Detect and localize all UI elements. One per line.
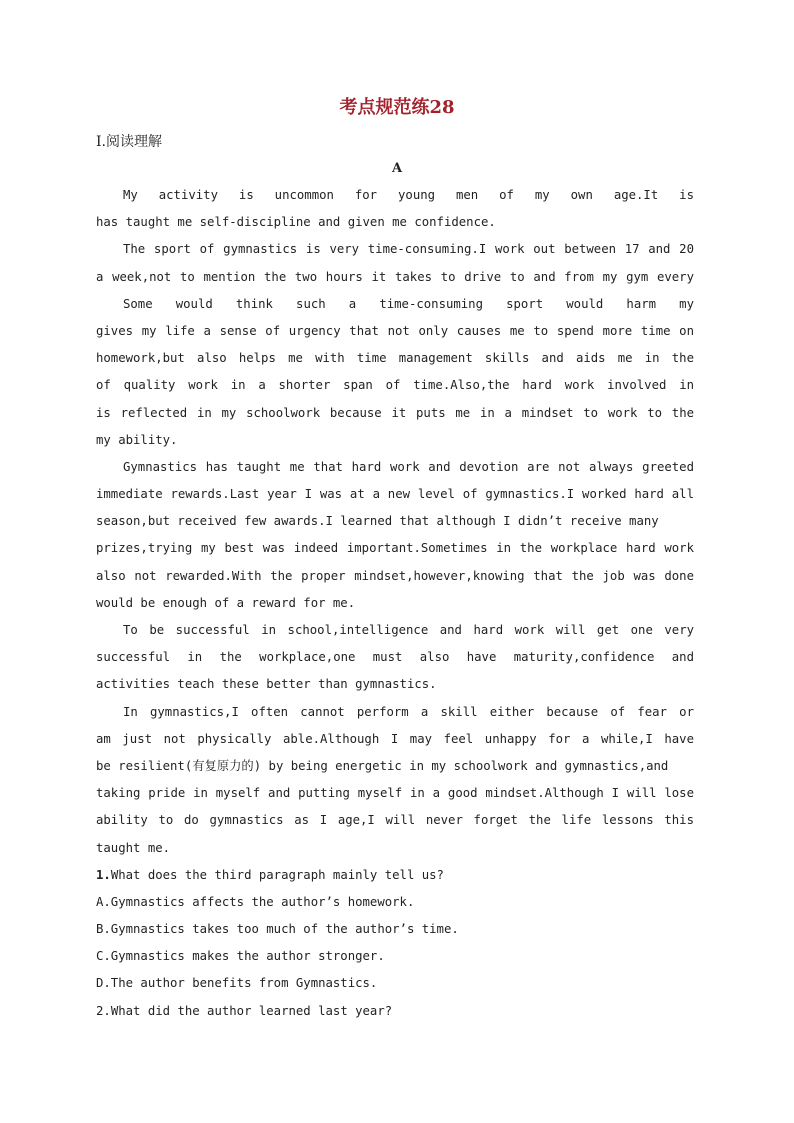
passage-line: activities teach these better than gymnastics. <box>96 677 437 692</box>
passage-line: is reflected in my schoolwork because it puts me in a mindset to work to the <box>96 405 694 420</box>
answer-option <box>96 943 694 970</box>
passage-line: am just not physically able.Although I may feel unhappy for a while,I have <box>96 731 694 746</box>
passage-line: of quality work in a shorter span of time.Also,the hard work involved in <box>96 378 694 393</box>
answer-option <box>96 970 694 997</box>
passage-line: successful in the workplace,one must also have maturity,confidence and <box>96 650 694 665</box>
passage-line: my ability. <box>96 432 178 447</box>
passage-line: a week,not to mention the two hours it takes to drive to and from my gym every <box>96 269 694 284</box>
question-number: 2. <box>96 1003 111 1018</box>
answer-option <box>96 889 694 916</box>
passage-line: To be successful in school,intelligence and hard work will get one very <box>123 623 694 637</box>
passage-line: immediate rewards.Last year I was at a new level of gymnastics.I worked hard all <box>96 487 694 502</box>
passage-line: be resilient(有复原力的) by being energetic in my schoolwork and gymnastics,and <box>96 758 669 773</box>
passage-line: gives my life a sense of urgency that not only causes me to spend more time on <box>96 323 694 338</box>
passage-line: taught me. <box>96 840 171 855</box>
question-number: 1. <box>96 867 111 882</box>
passage-label: A <box>391 161 403 176</box>
answer-option <box>96 916 694 943</box>
passage-line: taking pride in myself and putting myself in a good mindset.Although I will lose <box>96 786 694 801</box>
question-text: B.Gymnastics takes too much of the author’s time. <box>96 922 459 937</box>
question-text: What did the author learned last year? <box>110 1003 393 1018</box>
passage-line: Some would think such a time-consuming sport would harm my <box>123 296 694 311</box>
page-title: 考点规范练28 <box>339 97 455 118</box>
question-text: A.Gymnastics affects the author’s homework. <box>96 894 415 909</box>
question-text: D.The author benefits from Gymnastics. <box>96 976 378 991</box>
question-stem <box>96 998 694 1025</box>
passage-line: The sport of gymnastics is very time-consuming.I work out between 17 and 20 <box>123 242 694 257</box>
passage-line: also not rewarded.With the proper mindset,however,knowing that the job was done <box>96 568 694 583</box>
question-stem <box>96 862 694 889</box>
passage-line: ability to do gymnastics as I age,I will never forget the life lessons this <box>96 813 694 828</box>
passage-line: In gymnastics,I often cannot perform a skill either because of fear or <box>123 704 694 719</box>
passage-line: My activity is uncommon for young men of my own age.It is <box>123 188 694 202</box>
passage-body <box>96 182 694 1025</box>
question-text: C.Gymnastics makes the author stronger. <box>96 949 385 964</box>
passage-line: season,but received few awards.I learned that although I didn’t receive many <box>96 514 659 529</box>
passage-line: would be enough of a reward for me. <box>96 595 356 610</box>
passage-line: has taught me self-discipline and given me confidence. <box>96 215 496 230</box>
section-heading: Ⅰ.阅读理解 <box>96 134 162 150</box>
passage-line: Gymnastics has taught me that hard work and devotion are not always greeted <box>123 459 694 474</box>
passage-line: prizes,trying my best was indeed important.Sometimes in the workplace hard work <box>96 541 694 556</box>
passage-line: homework,but also helps me with time management skills and aids me in the <box>96 351 694 366</box>
question-text: What does the third paragraph mainly tell us? <box>110 867 444 882</box>
